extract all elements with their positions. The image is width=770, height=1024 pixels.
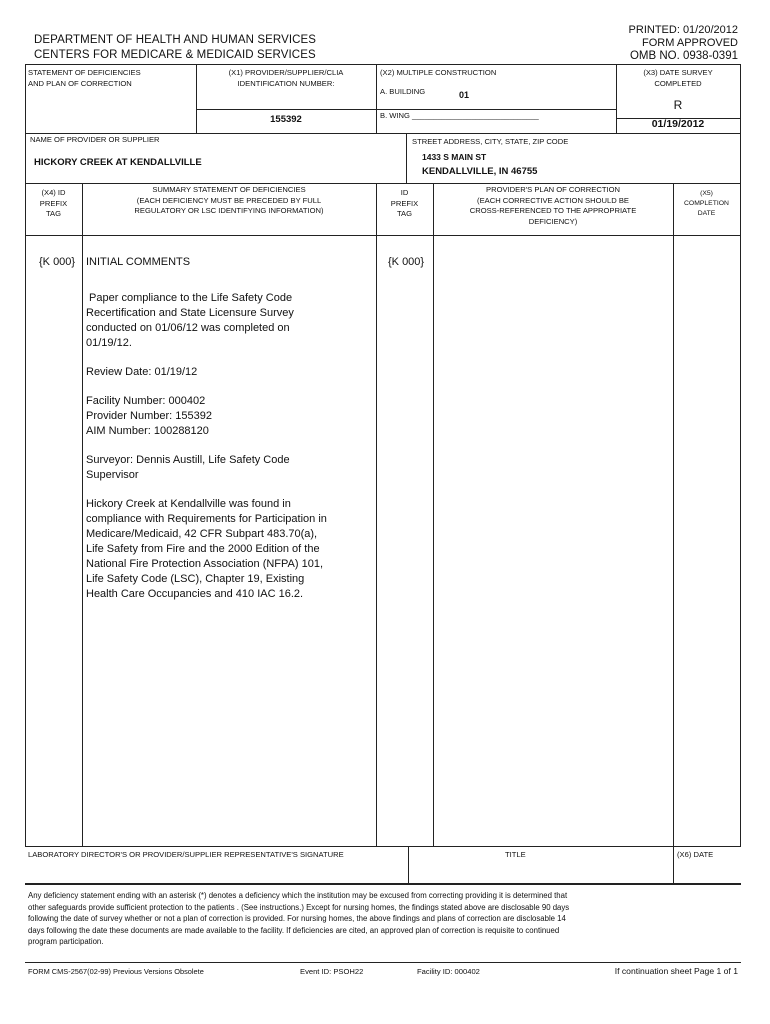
building-value: 01 [459, 90, 470, 100]
address-label: STREET ADDRESS, CITY, STATE, ZIP CODE [412, 137, 569, 146]
x2-label: (X2) MULTIPLE CONSTRUCTION [380, 68, 497, 77]
text-line: AIM Number: 100288120 [86, 425, 209, 437]
plan-line-1: PROVIDER'S PLAN OF CORRECTION [486, 185, 620, 194]
paragraph [86, 497, 374, 602]
plan-header [433, 185, 673, 227]
survey-type: R [673, 98, 683, 112]
text-line: Review Date: 01/19/12 [86, 366, 198, 378]
x4-header [25, 188, 82, 220]
rule [25, 235, 741, 236]
text-line: conducted on 01/06/12 was completed on [86, 322, 290, 334]
x1-line-2: IDENTIFICATION NUMBER: [237, 78, 335, 88]
text-line: Life Safety Code (LSC), Chapter 19, Existing [86, 573, 305, 585]
summary-line-2: (EACH DEFICIENCY MUST BE PRECEDED BY FULL [136, 195, 322, 205]
street-address: 1433 S MAIN ST [422, 152, 487, 162]
agency-line-2: CENTERS FOR MEDICARE & MEDICAID SERVICES [34, 49, 316, 61]
x3-label [616, 68, 740, 89]
rule [673, 846, 674, 883]
rule [433, 183, 434, 846]
text-line: Health Care Occupancies and 410 IAC 16.2. [86, 588, 304, 600]
text-line: Surveyor: Dennis Austill, Life Safety Code [86, 454, 290, 466]
omb-number: OMB NO. 0938-0391 [629, 50, 738, 62]
facility-id: Facility ID: 000402 [417, 967, 480, 976]
x3-line-1: (X3) DATE SURVEY [643, 68, 713, 77]
rule [376, 183, 377, 846]
rule [25, 183, 741, 184]
disclaimer [28, 890, 569, 948]
text-line: Facility Number: 000402 [86, 395, 206, 407]
summary-header [82, 185, 376, 217]
summary-line-1: SUMMARY STATEMENT OF DEFICIENCIES [152, 185, 306, 194]
text-line: compliance with Requirements for Participation in [86, 513, 327, 525]
id-line-2: PREFIX [390, 198, 419, 208]
paragraph [86, 394, 374, 439]
statement-label [28, 68, 141, 89]
rule [25, 846, 741, 847]
text-line: Supervisor [86, 469, 139, 481]
text-line: 01/19/12. [86, 337, 132, 349]
city-state-zip: KENDALLVILLE, IN 46755 [422, 166, 538, 177]
x5-line-3: DATE [697, 210, 716, 217]
x5-header [673, 189, 740, 219]
rule [25, 962, 741, 963]
text-line: Paper compliance to the Life Safety Code [86, 292, 293, 304]
event-id: Event ID: PSOH22 [300, 967, 364, 976]
rule [25, 133, 741, 134]
building-label: A. BUILDING [380, 87, 426, 96]
print-info [629, 24, 738, 63]
x1-label [196, 68, 376, 89]
continuation-note: If continuation sheet Page 1 of 1 [614, 966, 738, 976]
tag-left: {K 000} [39, 256, 76, 268]
rule [406, 133, 407, 183]
form-approved: FORM APPROVED [642, 37, 738, 49]
x3-line-2: COMPLETED [654, 78, 702, 88]
rule [25, 64, 741, 65]
rule [196, 109, 376, 110]
entry-body [86, 291, 374, 602]
rule [376, 64, 377, 133]
form-number: FORM CMS-2567(02-99) Previous Versions Obsolete [28, 967, 204, 976]
rule [740, 64, 741, 846]
plan-line-2: (EACH CORRECTIVE ACTION SHOULD BE [477, 195, 629, 205]
text-line: Hickory Creek at Kendallville was found in [86, 498, 291, 510]
entry-title: INITIAL COMMENTS [86, 256, 191, 268]
statement-line-1: STATEMENT OF DEFICIENCIES [28, 68, 141, 77]
x5-line-1: (X5) [700, 190, 713, 197]
text-line: Provider Number: 155392 [86, 410, 212, 422]
x1-line-1: (X1) PROVIDER/SUPPLIER/CLIA [228, 68, 344, 77]
survey-date: 01/19/2012 [651, 118, 705, 130]
id-header [376, 188, 433, 220]
rule [25, 883, 741, 885]
rule [673, 183, 674, 846]
summary-line-3: REGULATORY OR LSC IDENTIFYING INFORMATION) [134, 206, 324, 215]
provider-name-label: NAME OF PROVIDER OR SUPPLIER [30, 135, 160, 144]
printed-date: PRINTED: 01/20/2012 [628, 24, 738, 36]
plan-line-3: CROSS-REFERENCED TO THE APPROPRIATE [469, 206, 637, 215]
plan-line-4: DEFICIENCY) [528, 216, 578, 226]
provider-name: HICKORY CREEK AT KENDALLVILLE [34, 157, 202, 168]
x4-line-1: (X4) ID [41, 188, 66, 197]
date-label: (X6) DATE [677, 850, 714, 859]
x4-line-3: TAG [45, 209, 62, 218]
wing-label: B. WING ______________________________ [380, 111, 539, 120]
rule [408, 846, 409, 883]
x5-line-2: COMPLETION [684, 200, 729, 207]
statement-line-2: AND PLAN OF CORRECTION [28, 78, 132, 88]
agency-line-1: DEPARTMENT OF HEALTH AND HUMAN SERVICES [34, 34, 317, 46]
provider-id-value: 155392 [270, 114, 302, 125]
disclaimer-line: days following the date these documents are made available to the facility. If deficiencies are cited, an approved plan of correction is requisite to continued [28, 925, 560, 935]
id-line-1: ID [400, 188, 409, 197]
rule [25, 64, 26, 846]
disclaimer-line: program participation. [28, 937, 104, 946]
agency-name [34, 33, 316, 63]
text-line: Life Safety from Fire and the 2000 Edition of the [86, 543, 320, 555]
id-line-3: TAG [396, 209, 413, 218]
paragraph [86, 291, 374, 351]
text-line: Recertification and State Licensure Survey [86, 307, 294, 319]
disclaimer-line: following the date of survey whether or not a plan of correction is provided. For nursing homes, the above findings and plans of correction are disclosable 14 [28, 914, 566, 923]
x4-line-2: PREFIX [39, 198, 68, 208]
rule [82, 183, 83, 846]
title-label: TITLE [505, 850, 526, 859]
disclaimer-line: Any deficiency statement ending with an asterisk (*) denotes a deficiency which the institution may be excused from correcting providing it is determined that [28, 891, 568, 900]
text-line: Medicare/Medicaid, 42 CFR Subpart 483.70(a), [86, 528, 318, 540]
tag-right: {K 000} [388, 256, 425, 268]
rule [376, 109, 616, 110]
text-line: National Fire Protection Association (NFPA) 101, [86, 558, 324, 570]
paragraph [86, 453, 374, 483]
signature-label: LABORATORY DIRECTOR'S OR PROVIDER/SUPPLIER REPRESENTATIVE'S SIGNATURE [28, 850, 344, 859]
paragraph [86, 365, 374, 380]
disclaimer-line: other safeguards provide sufficient protection to the patients . (See instructions.) Except for nursing homes, the findings stated above are disclosable 90 days [28, 902, 570, 912]
